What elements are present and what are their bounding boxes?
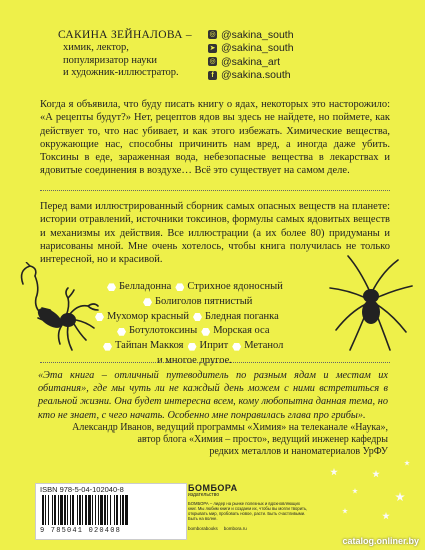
telegram-icon: ➤ [209,44,216,52]
substance-name: Стрихное ядоносный [187,281,283,292]
hexagon-icon [117,328,126,336]
substance-list [95,280,340,369]
divider [40,190,390,191]
author-line: популяризатор науки [63,54,158,66]
social-handle: @sakina_south [221,42,294,55]
review-credits [72,422,388,458]
social-facebook[interactable] [208,69,294,83]
publisher-logo: БОМБОРА [188,483,238,493]
credit-line: редких металлов и наноматериалов УрФУ [209,446,388,457]
social-telegram[interactable] [208,42,294,56]
author-block [58,28,198,80]
publisher-link[interactable]: bombora.ru [223,526,247,531]
hexagon-icon [143,298,152,306]
instagram-icon: ◎ [209,31,216,39]
substance-name: и многое другое. [157,354,232,366]
list-item [117,324,340,339]
substance-name: Тайпан Маккоя [115,340,184,352]
barcode-graphic [40,495,180,527]
credit-line: автор блога «Химия – просто», ведущий инженер кафедры [137,434,388,445]
social-handle: @sakina_art [221,55,281,68]
description-paragraph: Перед вами иллюстрированный сборник самых опасных веществ на планете: истории отравлений, источники токсинов, формулы самых ядовитых веществ и механизмы их действия. Все иллюстрации (а их более 80) придуманы и нарисованы мной. Мне очень хотелось, чтобы книга получилась не только интересной, но и красивой. [40,201,390,266]
social-links [208,28,294,82]
star-icon [404,460,410,466]
facebook-icon: f [208,71,217,80]
author-line: и художник-иллюстратор. [63,67,179,78]
social-handle: @sakina_south [221,28,294,41]
isbn: ISBN 978-5-04-102040-8 [40,485,124,494]
publisher-blurb: БОМБОРА – лидер на рынке полезных и вдохновляющих книг. Мы любим книги и создаем их, чтобы вы могли творить, открывать мир, пробовать новое, расти. Быть счастливыми. Быть на волне. [188,501,308,521]
social-handle: @sakina.south [221,69,291,82]
list-item [95,310,340,325]
social-instagram-art[interactable] [208,55,294,69]
hexagon-icon [175,283,184,291]
star-icon [372,470,380,478]
credit-line: Александр Иванов, ведущий программы «Химия» на телеканале «Наука», [72,422,388,433]
star-icon [352,488,358,494]
scorpion-illustration [8,262,103,362]
list-item [103,339,340,354]
intro-paragraph: Когда я объявила, что буду писать книгу о ядах, некоторых это насторожило: «А рецепты будут?» Нет, рецептов ядов вы здесь не найдете, но поймете, как действует то, что нас убивает, и как этого избежать. Химические вещества, окружающие нас, способны причинить нам вред, а иногда даже убить. Токсины в еде, зараженная вода, небезопасные вещества в лекарствах и ядовитые соединения в воздухе… Всё это существует на самом деле. [40,99,390,177]
author-name: САКИНА ЗЕЙНАЛОВА – [58,29,192,41]
substance-name: Метанол [244,340,284,352]
publisher-subtitle: издательство [188,492,220,498]
substance-name: Белладонна [119,281,172,292]
hexagon-icon [188,343,197,351]
substance-name: Морская оса [213,325,270,337]
hexagon-icon [193,313,202,321]
review-quote: «Эта книга – отличный путеводитель по разным ядам и местам их обитания», где мы чуть ли не каждый день можем с ними встретиться в реальной жизни. Она будет интересна всем, кому любопытна данная тема, но кто не знает, с чего начать. Особенно мне понравилась глава про грибы». [38,370,388,421]
star-icon [342,508,348,514]
barcode-digits: 9 785041 020408 [40,527,122,535]
watermark: catalog.onliner.by [342,536,419,546]
list-item [107,280,340,295]
hexagon-icon [103,343,112,351]
substance-name: Мухомор красный [107,310,189,322]
social-instagram[interactable] [208,28,294,42]
substance-name: Бледная поганка [204,310,279,322]
substance-name: Ботулотоксины [129,325,198,337]
star-icon [330,468,338,476]
star-icon [395,492,405,502]
substance-name: Иприт [199,340,229,352]
hexagon-icon [95,313,104,321]
hexagon-icon [232,343,241,351]
divider [40,362,390,363]
publisher-link[interactable]: bomborabooks [188,526,218,531]
publisher-block [188,483,308,531]
instagram-icon: ◎ [209,58,216,66]
substance-name: Болиголов пятнистый [155,295,253,307]
hexagon-icon [201,328,210,336]
list-item [143,295,340,310]
hexagon-icon [107,283,116,291]
author-line: химик, лектор, [63,42,129,53]
star-icon [382,512,390,520]
